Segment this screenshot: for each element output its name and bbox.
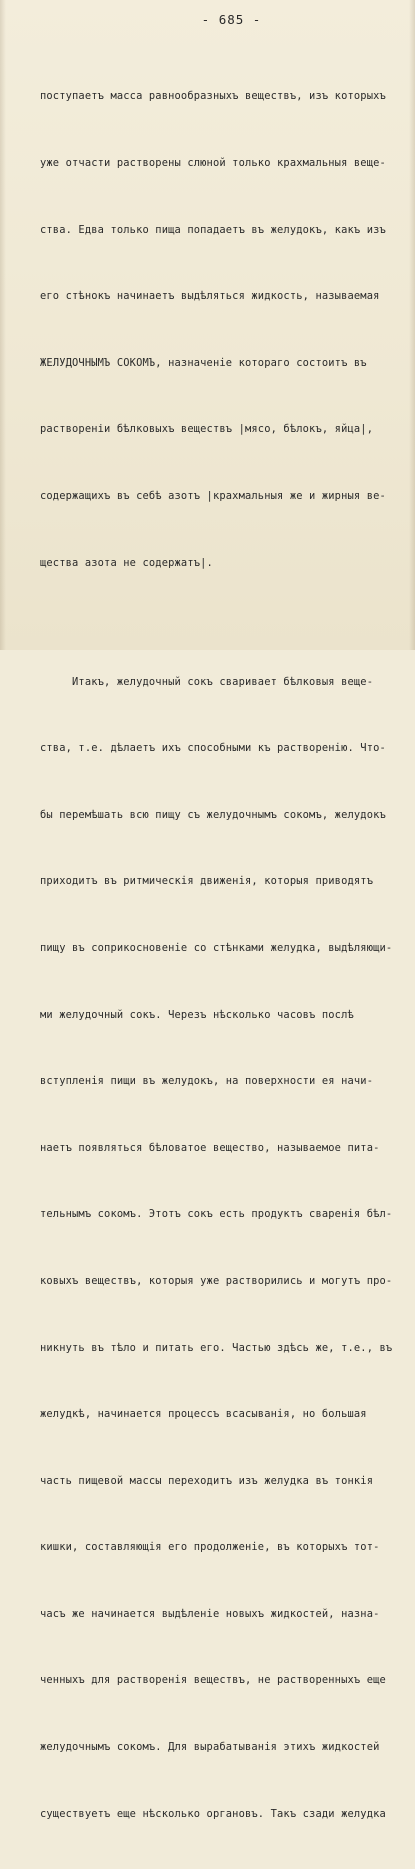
text-line: его стѣнокъ начинаетъ выдѣляться жидкость, называемая xyxy=(40,290,380,303)
text-line: никнуть въ тѣло и питать его. Частью здѣсь же, т.е., въ xyxy=(40,1341,393,1354)
page-edge-shadow-left xyxy=(0,0,6,650)
paragraph-2 xyxy=(40,626,393,1869)
text-line: тельнымъ сокомъ. Этотъ сокъ есть продуктъ сваренія бѣл- xyxy=(40,1208,393,1221)
text-line: ства. Едва только пища попадаетъ въ желудокъ, какъ изъ xyxy=(40,223,386,236)
text-line: растворенiи бѣлковыхъ веществъ |мясо, бѣлокъ, яйца|, xyxy=(40,423,374,436)
text-line: бы перемѣшать всю пищу съ желудочнымъ сокомъ, желудокъ xyxy=(40,808,386,821)
text-line: наетъ появляться бѣловатое вещество, называемое пита- xyxy=(40,1141,380,1154)
text-line: ми желудочный сокъ. Черезъ нѣсколько часовъ послѣ xyxy=(40,1008,354,1021)
text-line: приходитъ въ ритмическія движенія, которыя приводятъ xyxy=(40,875,374,888)
text-line: ковыхъ веществъ, которыя уже растворились и могутъ про- xyxy=(40,1274,393,1287)
text-line: вступленія пищи въ желудокъ, на поверхности ея начи- xyxy=(40,1075,374,1088)
text-line: уже отчасти растворены слюной только крахмальныя веще- xyxy=(40,157,386,169)
text-line: ченныхъ для растворенія веществъ, не растворенныхъ еще xyxy=(40,1674,386,1687)
text-line: часть пищевой массы переходитъ изъ желудка въ тонкія xyxy=(40,1474,374,1487)
text-line: содержащихъ въ себѣ азотъ |крахмальныя же и жирныя ве- xyxy=(40,489,386,502)
text-line: часъ же начинается выдѣленіе новыхъ жидкостей, назна- xyxy=(40,1607,380,1620)
page-edge-shadow-right xyxy=(409,0,415,650)
text-line: желудкѣ, начинается процессъ всасыванія, но большая xyxy=(40,1408,367,1421)
text-line: желудочнымъ сокомъ. Для вырабатыванія этихъ жидкостей xyxy=(40,1741,380,1754)
text-line: поступаетъ масса равнообразныхъ веществъ, изъ которыхъ xyxy=(40,90,386,103)
text-line: щества азота не содержатъ|. xyxy=(40,556,213,569)
text-line: ства, т.е. дѣлаетъ ихъ способными къ растворенію. Чтo- xyxy=(40,742,386,755)
text-line: пищу въ соприкосновеніе со стѣнками желудка, выдѣляющи- xyxy=(40,941,393,954)
text-line: ЖЕЛУДОЧНЫМЪ СОКОМЪ, назначеніе котораго состоитъ въ xyxy=(40,356,367,369)
page-number: - 685 - xyxy=(201,12,262,27)
text-line: существуетъ еще нѣсколько органовъ. Такъ сзади желудка xyxy=(40,1807,386,1820)
text-line: Итакъ, желудочный сокъ сваривает бѣлковыя веще- xyxy=(40,675,374,688)
paragraph-1 xyxy=(40,41,393,618)
text-line: кишки, составляющія его продолженіе, въ которыхъ тот- xyxy=(40,1541,380,1554)
